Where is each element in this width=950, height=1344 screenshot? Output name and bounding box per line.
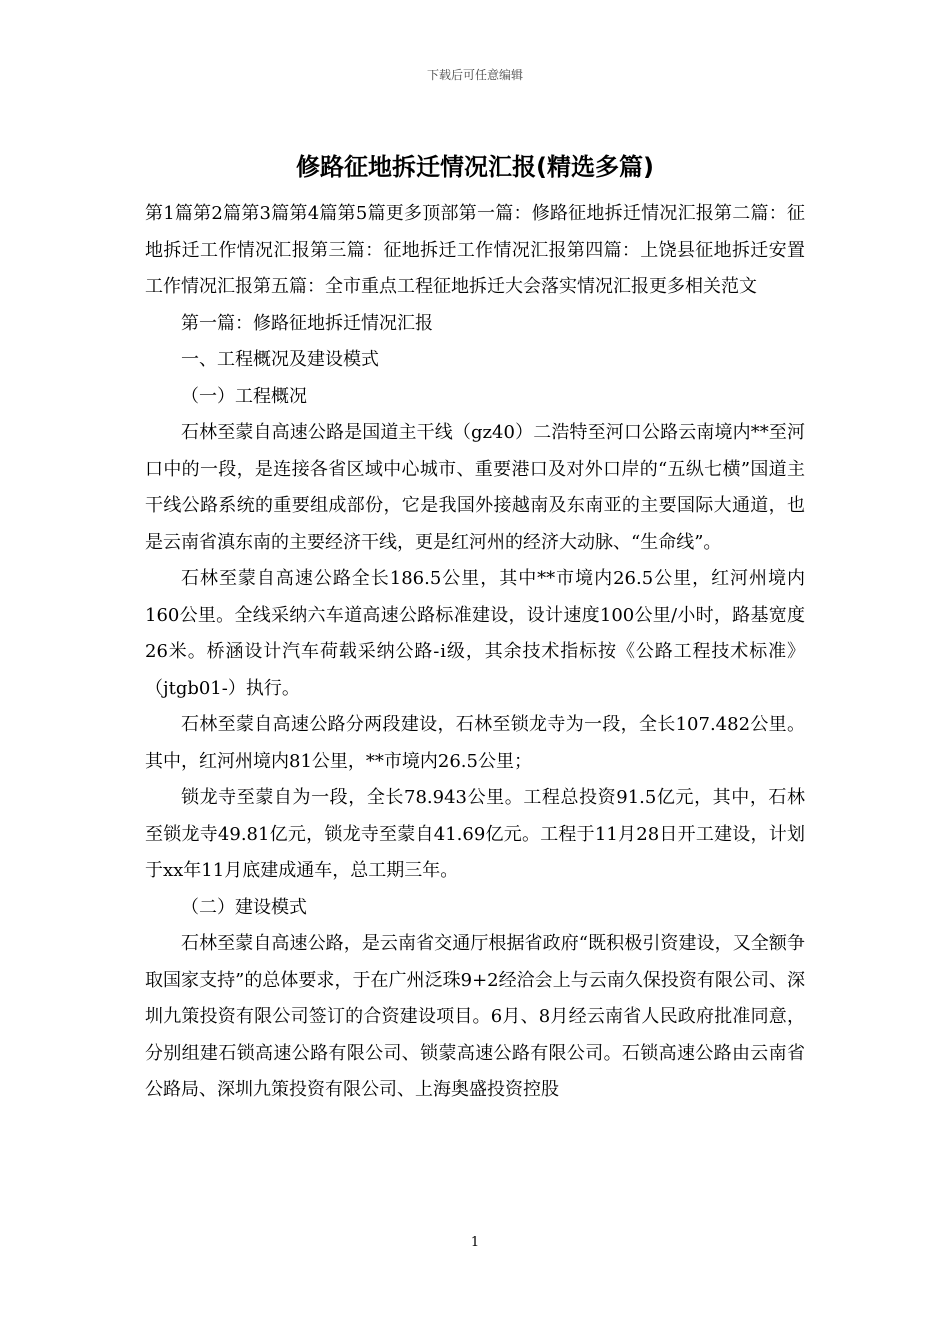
paragraph-body: 锁龙寺至蒙自为一段，全长78.943公里。工程总投资91.5亿元，其中，石林至锁龙寺49.81亿元，锁龙寺至蒙自41.69亿元。工程于11月28日开工建设，计划于xx年11月底建成通车，总工期三年。 <box>145 787 805 881</box>
document-title: 修路征地拆迁情况汇报(精选多篇) <box>296 153 654 181</box>
paragraph-part-one-heading: 第一篇：修路征地拆迁情况汇报 <box>181 312 433 334</box>
paragraph-body: 石林至蒙自高速公路，是云南省交通厅根据省政府“既积极引资建设，又全额争取国家支持”的总体要求，于在广州泛珠9+2经洽会上与云南久保投资有限公司、深圳九策投资有限公司签订的合资建设项目。6月、8月经云南省人民政府批准同意，分别组建石锁高速公路有限公司、锁蒙高速公路有限公司。石锁高速公路由云南省公路局、深圳九策投资有限公司、上海奥盛投资控股 <box>145 933 805 1100</box>
paragraph-body: 石林至蒙自高速公路是国道主干线（gz40）二浩特至河口公路云南境内**至河口中的一段，是连接各省区域中心城市、重要港口及对外口岸的“五纵七横”国道主干线公路系统的重要组成部份，它是我国外接越南及东南亚的主要国际大通道，也是云南省滇东南的主要经济干线，更是红河州的经济大动脉、“生命线”。 <box>145 422 805 553</box>
paragraph-section-heading: 一、工程概况及建设模式 <box>181 349 379 370</box>
paragraph-subsection-model: （二）建设模式 <box>181 896 307 918</box>
page-header-note: 下载后可任意编辑 <box>426 68 523 82</box>
document-body <box>145 196 805 1109</box>
paragraph-contents-list: 第1篇第2篇第3篇第4篇第5篇更多顶部第一篇：修路征地拆迁情况汇报第二篇：征地拆迁工作情况汇报第三篇：征地拆迁工作情况汇报第四篇：上饶县征地拆迁安置工作情况汇报第五篇：全市重点工程征地拆迁大会落实情况汇报更多相关范文 <box>145 203 805 297</box>
paragraph-body: 石林至蒙自高速公路分两段建设，石林至锁龙寺为一段，全长107.482公里。其中，红河州境内81公里，**市境内26.5公里； <box>145 714 805 772</box>
paragraph-subsection-overview: （一）工程概况 <box>181 385 307 407</box>
page-number: 1 <box>470 1235 480 1250</box>
paragraph-body: 石林至蒙自高速公路全长186.5公里，其中**市境内26.5公里，红河州境内160公里。全线采纳六车道高速公路标准建设，设计速度100公里/小时，路基宽度26米。桥涵设计汽车荷载采纳公路-ⅰ级，其余技术指标按《公路工程技术标准》（jtgb01-）执行。 <box>145 568 805 699</box>
